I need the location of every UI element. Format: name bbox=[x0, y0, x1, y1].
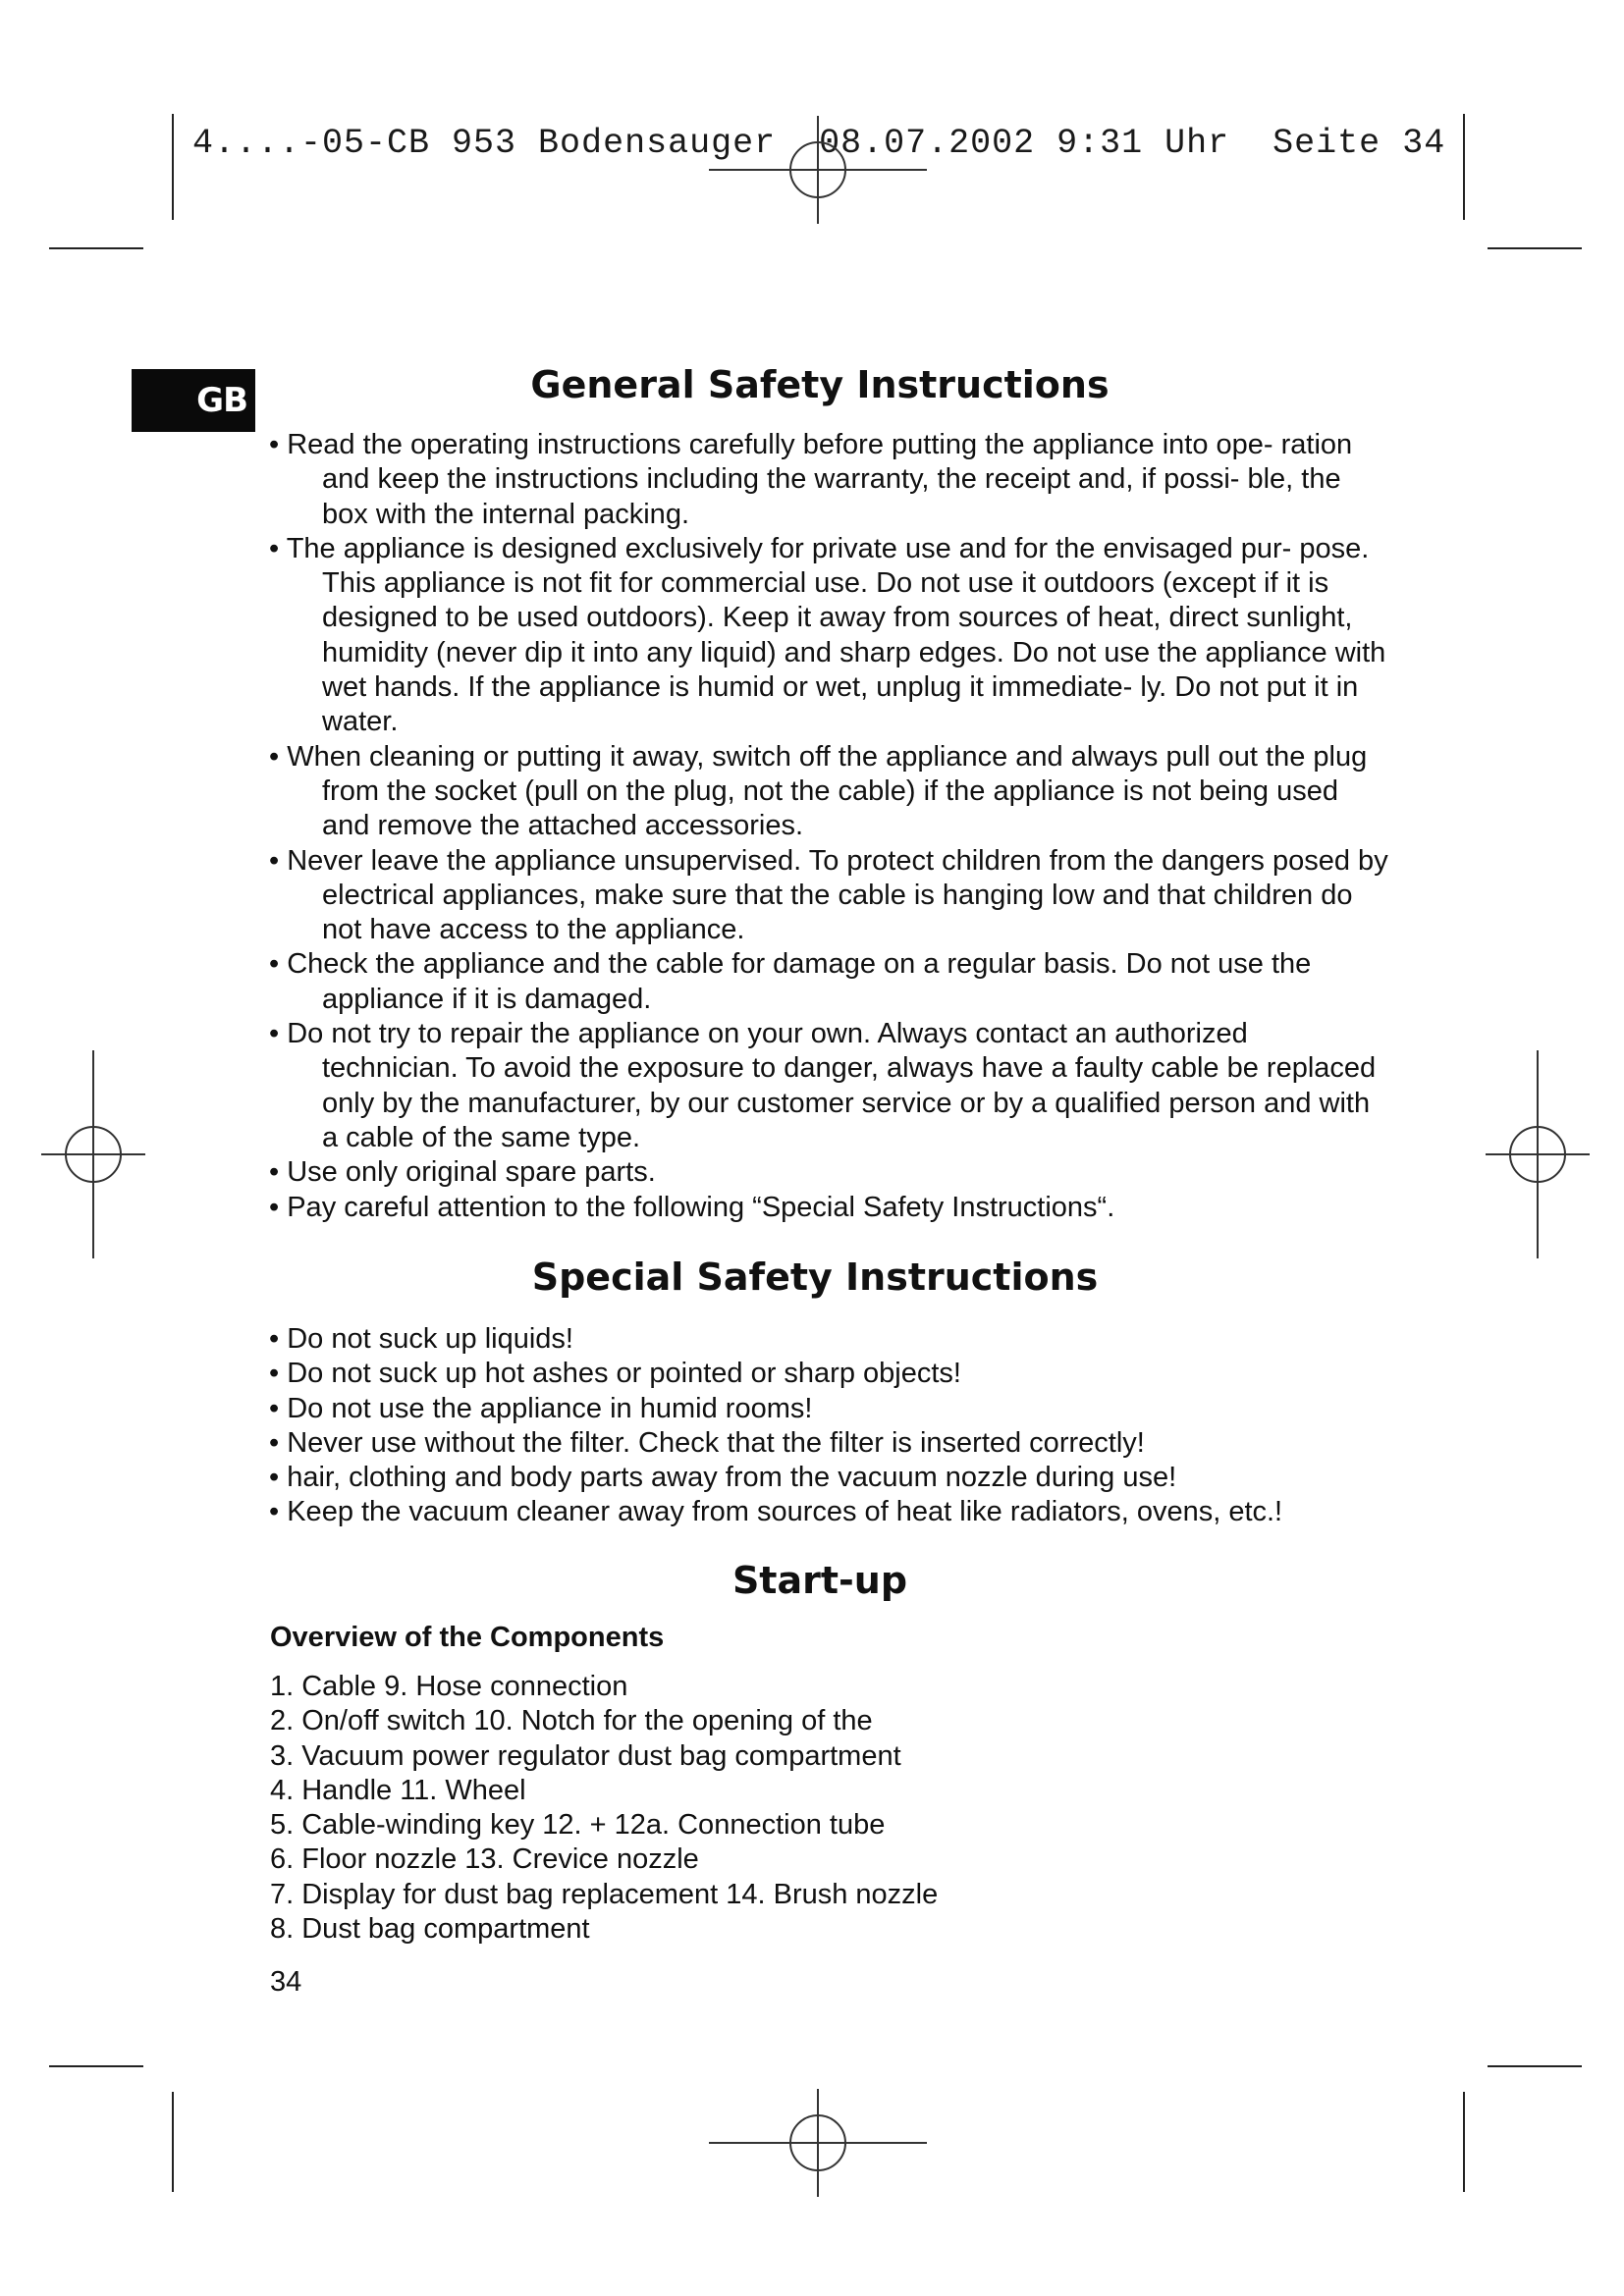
list-item: • Do not suck up liquids! bbox=[269, 1322, 1388, 1357]
general-safety-heading: General Safety Instructions bbox=[530, 363, 1110, 406]
components-subheading: Overview of the Components bbox=[270, 1622, 665, 1653]
crop-mark bbox=[49, 247, 143, 249]
list-item: • Do not use the appliance in humid rooms! bbox=[269, 1392, 1388, 1426]
list-item: 6. Floor nozzle 13. Crevice nozzle bbox=[270, 1843, 699, 1876]
crop-mark bbox=[172, 114, 174, 220]
list-item: 5. Cable-winding key 12. + 12a. Connection tube bbox=[270, 1809, 886, 1842]
crop-mark bbox=[1463, 114, 1465, 220]
crop-mark bbox=[1488, 247, 1582, 249]
list-item: 8. Dust bag compartment bbox=[270, 1913, 590, 1946]
list-item: 4. Handle 11. Wheel bbox=[270, 1774, 526, 1806]
special-safety-list bbox=[269, 1322, 1388, 1530]
list-item: • When cleaning or putting it away, switch off the appliance and always pull out the plug from the socket (pull on the plug, not the cable) if the appliance is not being used and remove the attached accessories. bbox=[269, 740, 1388, 844]
list-item: • The appliance is designed exclusively for private use and for the envisaged pur- pose. This appliance is not fit for commercial use. Do not use it outdoors (except if it is designed to be used outdoors). Keep it away from sources of heat, direct sunlight, humidity (never dip it into any liquid) and sharp edges. Do not use the appliance with wet hands. If the appliance is humid or wet, unplug it immediate- ly. Do not put it in water. bbox=[269, 532, 1388, 740]
registration-mark-right bbox=[1486, 1050, 1590, 1258]
crop-mark bbox=[172, 2092, 174, 2192]
list-item: • Pay careful attention to the following “Special Safety Instructions“. bbox=[269, 1191, 1388, 1225]
crop-mark bbox=[1488, 2065, 1582, 2067]
startup-heading: Start-up bbox=[731, 1559, 908, 1602]
registration-mark-top bbox=[709, 116, 927, 224]
list-item: • Do not suck up hot ashes or pointed or sharp objects! bbox=[269, 1357, 1388, 1391]
list-item: 1. Cable 9. Hose connection bbox=[270, 1671, 628, 1702]
list-item: 2. On/off switch 10. Notch for the opening of the bbox=[270, 1705, 873, 1737]
list-item: • Do not try to repair the appliance on your own. Always contact an authorized technician. To avoid the exposure to danger, always have a faulty cable be replaced only by the manufacturer, by our customer service or by a qualified person and with a cable of the same type. bbox=[269, 1017, 1388, 1155]
crop-mark bbox=[1463, 2092, 1465, 2192]
list-item: • Never leave the appliance unsupervised. To protect children from the dangers posed by electrical appliances, make sure that the cable is hanging low and that children do not have access to the appliance. bbox=[269, 844, 1388, 948]
list-item: • Use only original spare parts. bbox=[269, 1155, 1388, 1190]
list-item: • Keep the vacuum cleaner away from sources of heat like radiators, ovens, etc.! bbox=[269, 1495, 1388, 1529]
list-item: • Read the operating instructions carefully before putting the appliance into ope- ration and keep the instructions including the warranty, the receipt and, if possi- ble, the box with the internal packing. bbox=[269, 428, 1388, 532]
special-safety-heading: Special Safety Instructions bbox=[531, 1255, 1099, 1299]
general-safety-list bbox=[269, 428, 1388, 1225]
registration-mark-left bbox=[41, 1050, 145, 1258]
registration-mark-bottom bbox=[709, 2089, 927, 2197]
list-item: • Check the appliance and the cable for damage on a regular basis. Do not use the appliance if it is damaged. bbox=[269, 947, 1388, 1017]
list-item: 3. Vacuum power regulator dust bag compartment bbox=[270, 1739, 901, 1772]
list-item: 7. Display for dust bag replacement 14. Brush nozzle bbox=[270, 1878, 939, 1910]
crop-mark bbox=[49, 2065, 143, 2067]
language-tab: GB bbox=[132, 369, 255, 432]
components-list bbox=[270, 1670, 1389, 1947]
print-slug: 4....-05-CB 953 Bodensauger 08.07.2002 9:31 Uhr Seite 34 bbox=[192, 124, 1446, 163]
list-item: • Never use without the filter. Check that the filter is inserted correctly! bbox=[269, 1426, 1388, 1461]
page-number: 34 bbox=[270, 1966, 302, 1998]
list-item: • hair, clothing and body parts away from the vacuum nozzle during use! bbox=[269, 1461, 1388, 1495]
